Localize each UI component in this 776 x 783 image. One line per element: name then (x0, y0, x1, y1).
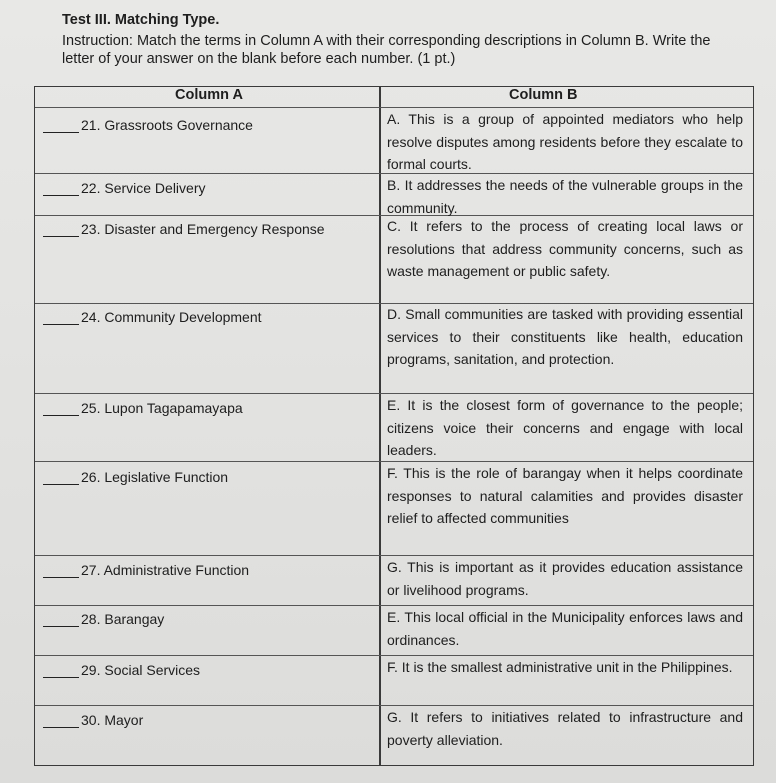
answer-blank[interactable] (43, 714, 79, 728)
column-a-item: 24. Community Development (43, 309, 262, 325)
column-b-item: G. This is important as it provides education assistance or livelihood programs. (387, 559, 743, 598)
column-b-item: A. This is a group of appointed mediators who help resolve disputes among residents before they escalate to formal courts. (387, 111, 743, 172)
answer-blank[interactable] (43, 311, 79, 325)
column-a-item: 25. Lupon Tagapamayapa (43, 400, 243, 416)
answer-blank[interactable] (43, 182, 79, 196)
answer-blank[interactable] (43, 223, 79, 237)
column-a-item: 23. Disaster and Emergency Response (43, 221, 325, 237)
matching-table (34, 86, 754, 766)
answer-blank[interactable] (43, 664, 79, 678)
column-a-item: 28. Barangay (43, 611, 164, 627)
column-divider (379, 87, 381, 765)
instruction-text: Instruction: Match the terms in Column A with their corresponding descriptions in Column B. Write the letter of your answer on the blank before each number. (1 pt.) (62, 33, 711, 67)
answer-blank[interactable] (43, 471, 79, 485)
column-b-header: Column B (509, 87, 578, 103)
column-a-item: 27. Administrative Function (43, 562, 249, 578)
answer-blank[interactable] (43, 564, 79, 578)
column-a-item: 29. Social Services (43, 662, 200, 678)
column-a-header: Column A (175, 87, 243, 103)
column-a-item: 26. Legislative Function (43, 469, 228, 485)
column-b-item: G. It refers to initiatives related to infrastructure and poverty alleviation. (387, 709, 743, 748)
column-b-item: D. Small communities are tasked with providing essential services to their constituents like health, education programs, sanitation, and protection. (387, 306, 743, 367)
column-a-item: 30. Mayor (43, 712, 143, 728)
column-b-item: B. It addresses the needs of the vulnerable groups in the community. (387, 177, 743, 216)
column-b-item: F. This is the role of barangay when it helps coordinate responses to natural calamities and provides disaster relief to affected communities (387, 465, 743, 526)
column-a-item: 21. Grassroots Governance (43, 117, 253, 133)
column-b-item: F. It is the smallest administrative unit in the Philippines. (387, 659, 733, 675)
column-b-item: C. It refers to the process of creating local laws or resolutions that address community concerns, such as waste management or public safety. (387, 218, 743, 279)
column-a-item: 22. Service Delivery (43, 180, 206, 196)
column-b-item: E. It is the closest form of governance to the people; citizens voice their concerns and engage with local leaders. (387, 397, 743, 458)
column-b-item: E. This local official in the Municipality enforces laws and ordinances. (387, 609, 743, 648)
answer-blank[interactable] (43, 402, 79, 416)
answer-blank[interactable] (43, 613, 79, 627)
test-title: Test III. Matching Type. (62, 12, 220, 28)
answer-blank[interactable] (43, 119, 79, 133)
